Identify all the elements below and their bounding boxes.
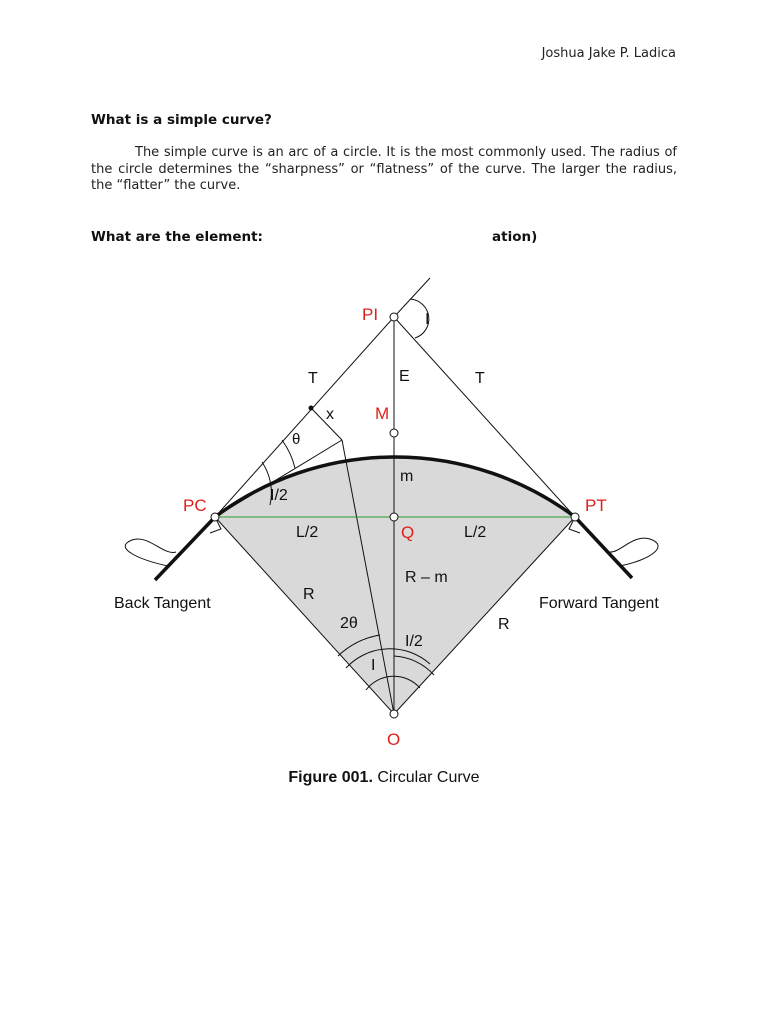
back-tangent-thick [155, 517, 215, 580]
back-tangent-arrow [125, 539, 176, 566]
label-pc: PC [183, 496, 207, 515]
label-m-small: m [400, 468, 414, 485]
label-m-point: M [375, 404, 390, 423]
offset-point [309, 406, 314, 411]
forward-tangent-thick [575, 517, 632, 578]
figure-caption-text: Circular Curve [372, 769, 480, 786]
label-theta: θ [292, 431, 301, 448]
label-e: E [399, 368, 410, 385]
label-i-half-bottom: I/2 [405, 633, 423, 650]
label-two-theta: 2θ [340, 615, 358, 632]
label-forward-tangent: Forward Tangent [539, 595, 659, 612]
pi-point [390, 313, 398, 321]
label-q: Q [401, 523, 415, 542]
question-elements-right: ation) [492, 229, 538, 245]
label-pi: PI [362, 305, 379, 324]
label-t-left: T [308, 370, 318, 387]
label-back-tangent: Back Tangent [114, 595, 211, 612]
label-l-half-right: L/2 [464, 524, 487, 541]
o-point [390, 710, 398, 718]
m-point [390, 429, 398, 437]
label-i-center: I [371, 657, 376, 674]
circular-curve-figure [100, 275, 700, 795]
label-o: O [387, 730, 401, 749]
label-x: x [326, 406, 334, 423]
pc-point [211, 513, 219, 521]
circular-curve-diagram [100, 275, 700, 795]
pt-point [571, 513, 579, 521]
figure-caption [0, 769, 768, 787]
simple-curve-paragraph: The simple curve is an arc of a circle. It is the most commonly used. The radius of the circle determines the “sharpness” or “flatness” of the curve. The larger the radius, the “flatter” the curve. [91, 145, 677, 193]
label-i-half-left: I/2 [270, 487, 288, 504]
shaded-sector [215, 457, 575, 714]
question-simple-curve: What is a simple curve? [91, 112, 272, 128]
author-name: Joshua Jake P. Ladica [541, 46, 676, 61]
label-i-top: I [425, 311, 430, 328]
question-elements-left: What are the element: [91, 229, 263, 245]
label-l-half-left: L/2 [296, 524, 319, 541]
label-r-left: R [303, 586, 315, 603]
q-point [390, 513, 398, 521]
label-pt: PT [585, 496, 607, 515]
figure-caption-number: Figure 001. [288, 769, 373, 786]
label-t-right: T [475, 370, 485, 387]
label-r-right: R [498, 616, 510, 633]
label-r-minus-m: R – m [405, 569, 448, 586]
